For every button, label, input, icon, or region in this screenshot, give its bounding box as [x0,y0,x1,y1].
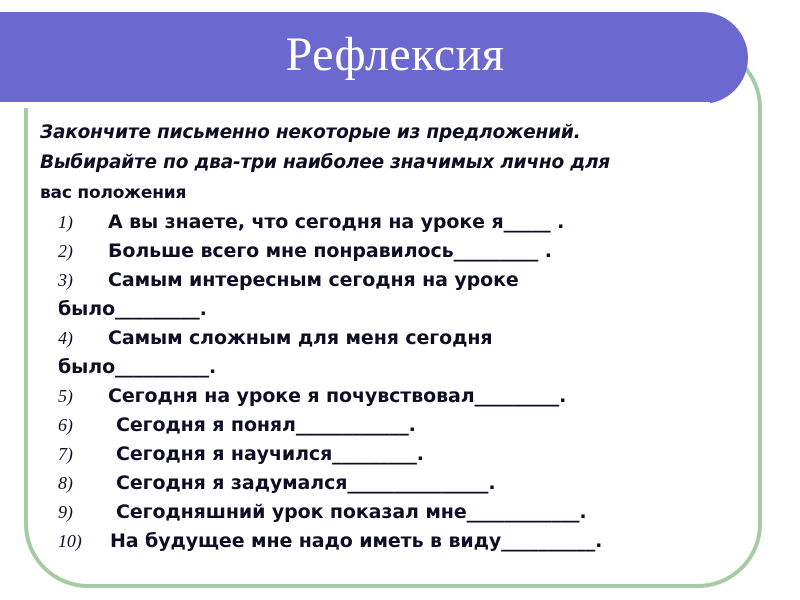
item-text: Сегодня на уроке я почувствовал_________. [108,385,567,407]
list-item [40,266,770,324]
list-item [40,237,770,266]
item-continuation: было__________. [58,356,217,378]
item-text: Самым интересным сегодня на уроке [108,269,519,291]
item-text: А вы знаете, что сегодня на уроке я_____ . [108,211,565,233]
list-item [40,382,770,411]
item-number: 5) [58,386,73,406]
item-number: 1) [58,212,73,232]
item-number: 8) [58,473,73,493]
list-item [40,440,770,469]
list-item [40,324,770,382]
instructions [40,118,770,208]
item-text: Сегодня я научился_________. [116,443,424,465]
item-text: Сегодня я понял____________. [116,414,416,436]
item-continuation: было_________. [58,298,207,320]
item-number: 9) [58,502,73,522]
slide-title: Рефлексия [285,28,505,81]
sentence-list [40,208,770,556]
instruction-line: Закончите письменно некоторые из предложений. [40,122,581,143]
list-item [40,208,770,237]
item-number: 4) [58,328,73,348]
slide-content [40,118,770,556]
item-text: На будущее мне надо иметь в виду__________. [110,530,603,552]
item-number: 6) [58,415,73,435]
list-item [40,527,770,556]
list-item [40,469,770,498]
instruction-line: вас положения [40,183,187,203]
item-text: Больше всего мне понравилось_________ . [108,240,552,262]
item-text: Сегодняшний урок показал мне____________. [116,501,587,523]
item-text: Сегодня я задумался_______________. [116,472,496,494]
item-number: 2) [58,241,73,261]
list-item [40,498,770,527]
instruction-line: Выбирайте по два-три наиболее значимых лично для [40,152,610,173]
list-item [40,411,770,440]
item-number: 7) [58,444,73,464]
item-number: 10) [58,531,82,551]
item-text: Самым сложным для меня сегодня [108,327,493,349]
item-number: 3) [58,270,73,290]
